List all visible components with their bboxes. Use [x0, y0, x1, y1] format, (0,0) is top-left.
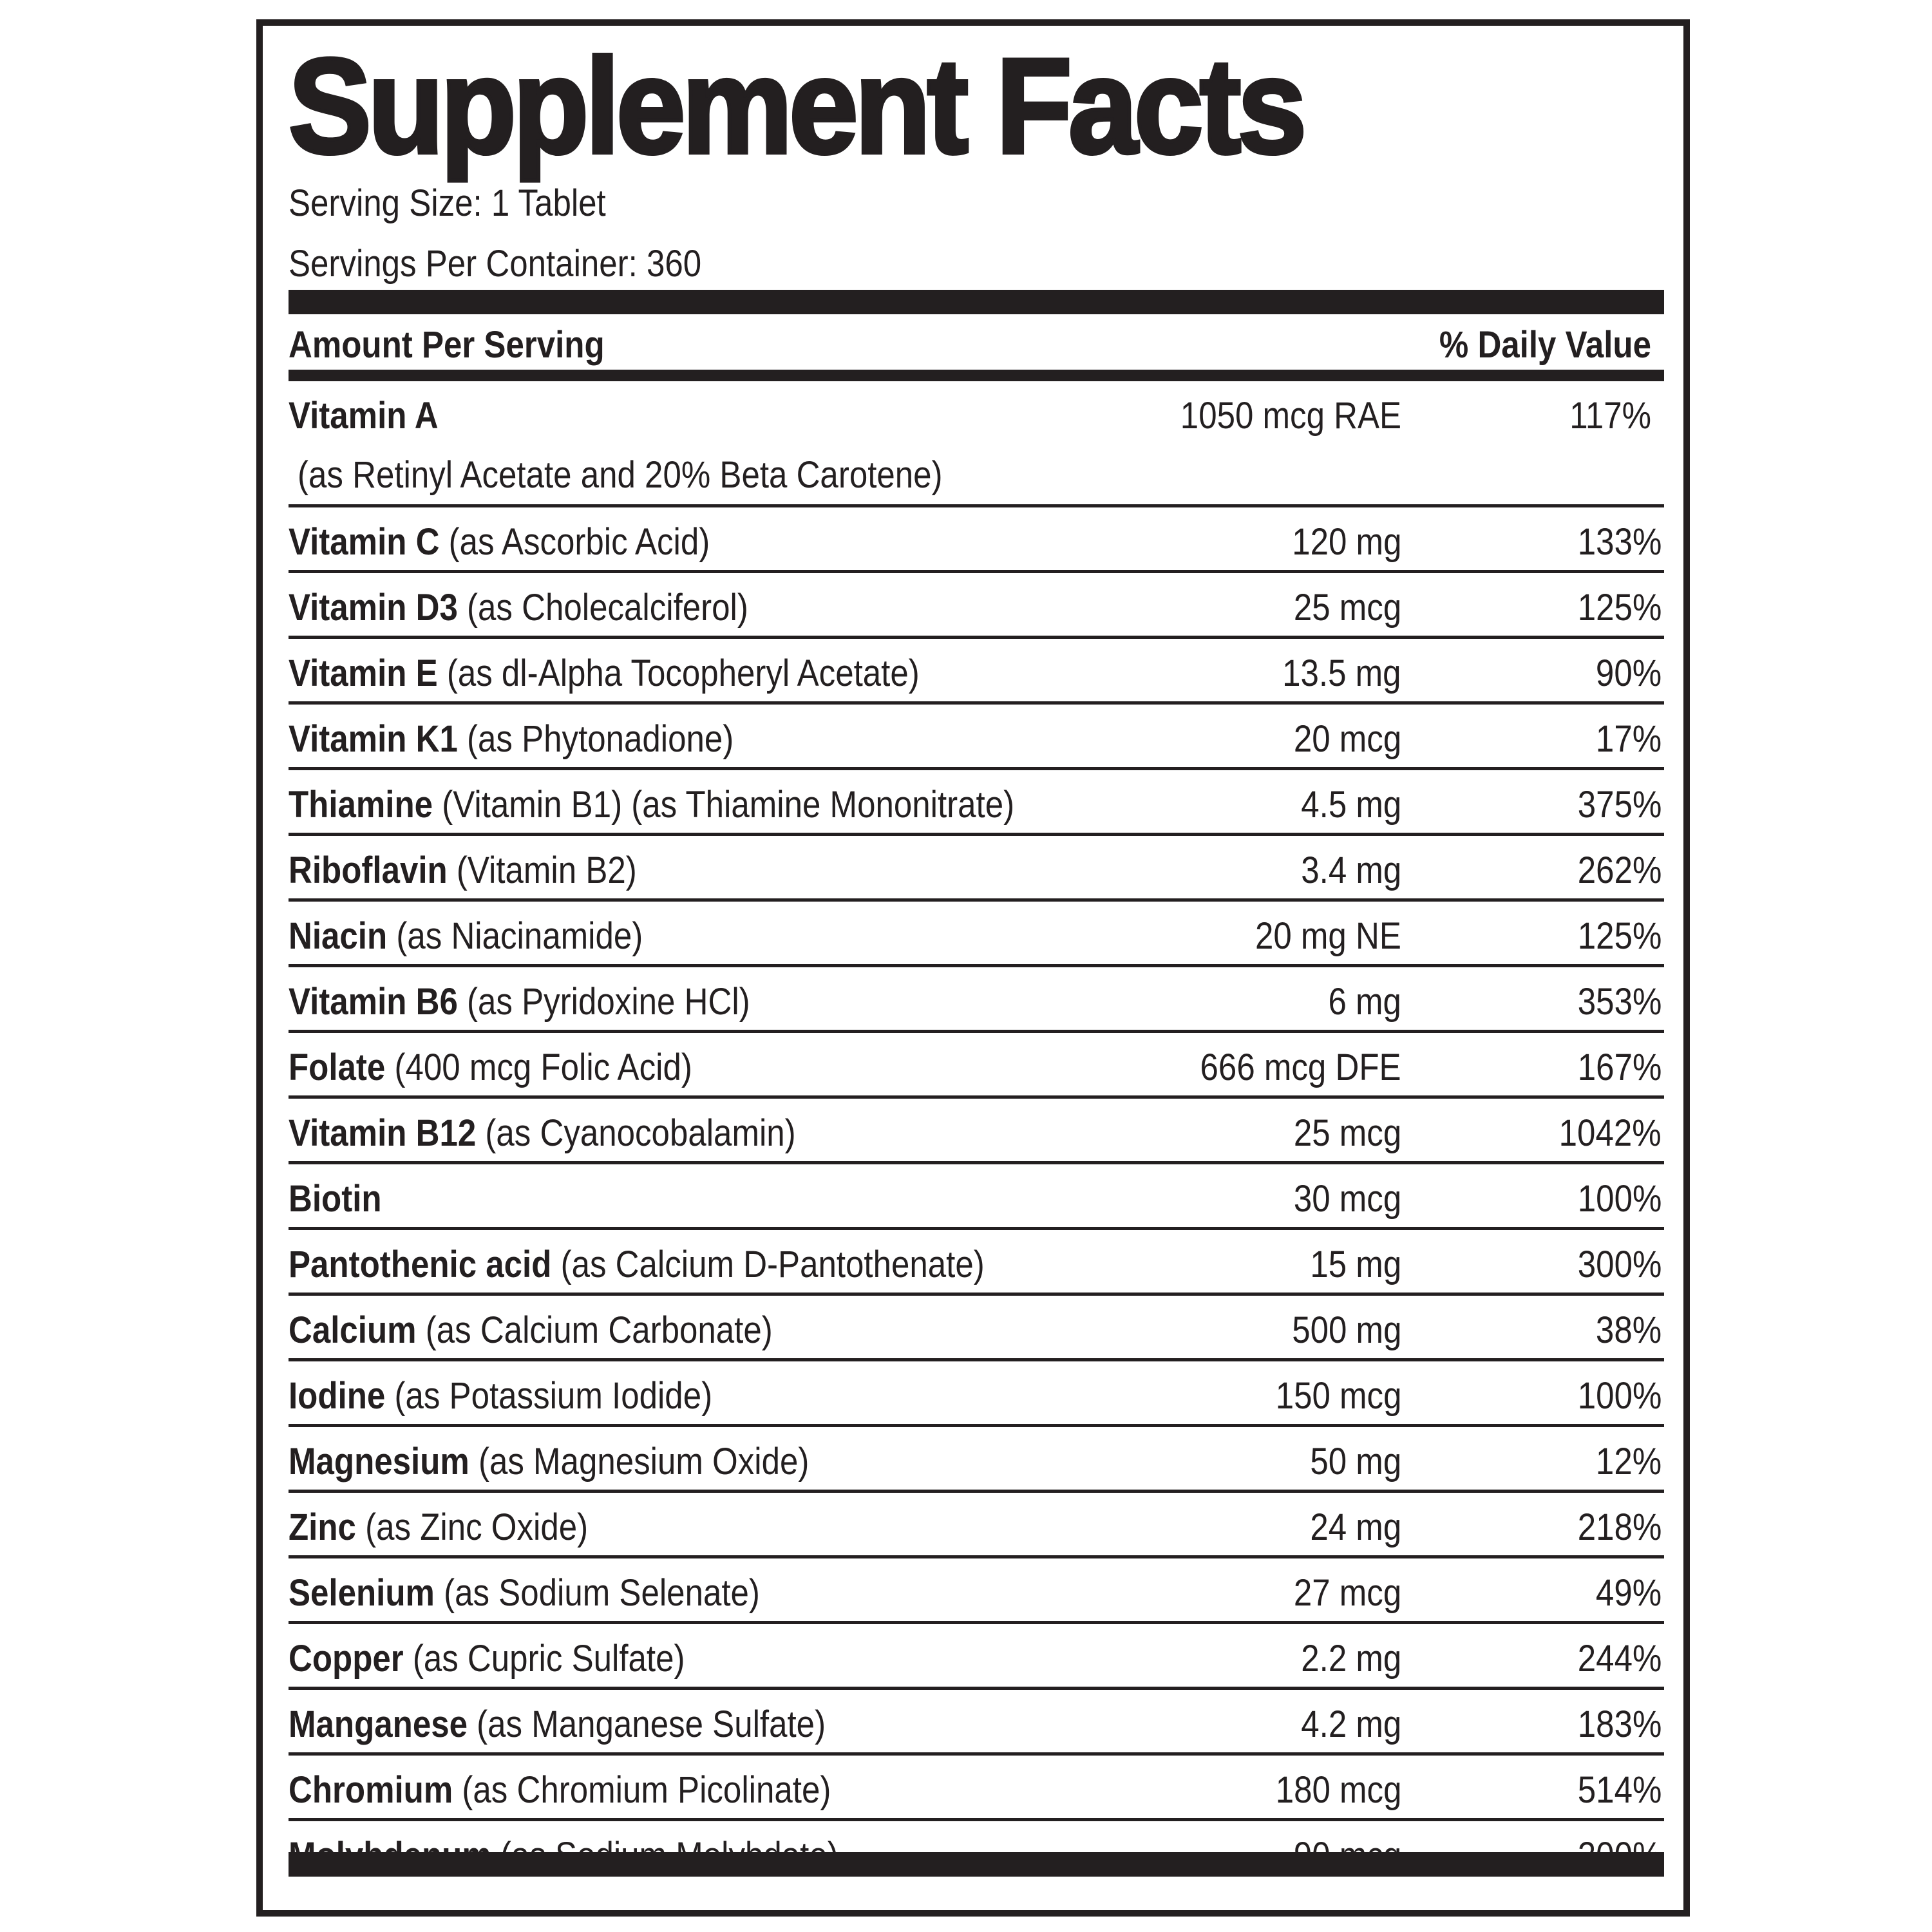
- nutrient-name: Vitamin D3: [289, 587, 458, 629]
- nutrient-amount: 15 mg: [1310, 1244, 1401, 1285]
- nutrient-row: [289, 705, 1664, 770]
- nutrient-row: [289, 1296, 1664, 1361]
- nutrient-name-cell: [289, 1113, 796, 1154]
- nutrient-table: [289, 381, 1664, 1887]
- nutrient-source: (as Phytonadione): [457, 718, 734, 760]
- serving-size: Serving Size: 1 Tablet: [289, 182, 606, 224]
- nutrient-row: [289, 1099, 1664, 1164]
- nutrient-amount: 4.5 mg: [1300, 784, 1401, 826]
- nutrient-daily-value: 100%: [1577, 1178, 1662, 1220]
- nutrient-name-cell: [289, 1573, 760, 1614]
- nutrient-name: Magnesium: [289, 1441, 469, 1482]
- nutrient-daily-value: 133%: [1577, 521, 1662, 563]
- nutrient-row: [289, 639, 1664, 705]
- nutrient-name-cell: [289, 1638, 685, 1680]
- nutrient-row: [289, 1690, 1664, 1756]
- nutrient-source: (as Pyridoxine HCl): [457, 981, 750, 1023]
- nutrient-name: Biotin: [289, 1178, 382, 1220]
- nutrient-amount: 20 mcg: [1293, 718, 1401, 760]
- nutrient-name: Thiamine: [289, 784, 433, 826]
- amount-per-serving-header: Amount Per Serving: [289, 324, 605, 366]
- nutrient-row: [289, 1624, 1664, 1690]
- nutrient-source: (as Niacinamide): [387, 915, 643, 957]
- nutrient-daily-value: 514%: [1577, 1769, 1662, 1811]
- thick-divider-bottom: [289, 1852, 1664, 1877]
- nutrient-daily-value: 90%: [1595, 652, 1662, 694]
- nutrient-name-cell: [289, 981, 750, 1023]
- nutrient-amount: 25 mcg: [1293, 1112, 1401, 1154]
- daily-value-header: % Daily Value: [1439, 324, 1651, 366]
- nutrient-source: (as dl-Alpha Tocopheryl Acetate): [437, 652, 920, 694]
- nutrient-source: (as Cyanocobalamin): [476, 1112, 796, 1154]
- nutrient-source: (as Cupric Sulfate): [403, 1638, 685, 1680]
- nutrient-amount: 500 mg: [1291, 1309, 1401, 1351]
- nutrient-daily-value: 1042%: [1559, 1112, 1662, 1154]
- nutrient-name: Iodine: [289, 1375, 386, 1417]
- nutrient-row: [289, 507, 1664, 573]
- nutrient-row: [289, 836, 1664, 902]
- nutrient-source: (as Sodium Selenate): [434, 1572, 760, 1614]
- nutrient-row: [289, 967, 1664, 1033]
- nutrient-name: Vitamin E: [289, 652, 438, 694]
- nutrient-daily-value: 375%: [1577, 784, 1662, 826]
- nutrient-name-cell: [289, 395, 439, 437]
- nutrient-source: (Vitamin B1) (as Thiamine Mononitrate): [433, 784, 1015, 826]
- nutrient-daily-value: 38%: [1595, 1309, 1662, 1351]
- nutrient-daily-value: 125%: [1577, 915, 1662, 957]
- nutrient-amount: 3.4 mg: [1300, 849, 1401, 891]
- nutrient-amount: 50 mg: [1310, 1441, 1401, 1482]
- panel-title: Supplement Facts: [289, 30, 1303, 182]
- nutrient-amount: 30 mcg: [1293, 1178, 1401, 1220]
- nutrient-row: [289, 1427, 1664, 1493]
- nutrient-source: (as Magnesium Oxide): [469, 1441, 810, 1482]
- nutrient-row: [289, 902, 1664, 967]
- nutrient-amount: 180 mcg: [1275, 1769, 1401, 1811]
- nutrient-name-cell: [289, 916, 643, 957]
- nutrient-name: Vitamin A: [289, 395, 439, 437]
- nutrient-row: [289, 1033, 1664, 1099]
- nutrient-amount: 6 mg: [1328, 981, 1401, 1023]
- nutrient-row: [289, 1164, 1664, 1230]
- nutrient-name: Selenium: [289, 1572, 435, 1614]
- nutrient-daily-value: 12%: [1595, 1441, 1662, 1482]
- nutrient-daily-value: 353%: [1577, 981, 1662, 1023]
- servings-per-container: Servings Per Container: 360: [289, 243, 702, 285]
- nutrient-name: Manganese: [289, 1703, 468, 1745]
- nutrient-daily-value: 17%: [1595, 718, 1662, 760]
- nutrient-name-cell: [289, 522, 710, 563]
- nutrient-name: Copper: [289, 1638, 404, 1680]
- nutrient-row: [289, 1558, 1664, 1624]
- nutrient-daily-value: 49%: [1595, 1572, 1662, 1614]
- nutrient-row: [289, 1756, 1664, 1821]
- nutrient-row: [289, 1361, 1664, 1427]
- nutrient-amount: 13.5 mg: [1282, 652, 1401, 694]
- nutrient-amount: 2.2 mg: [1300, 1638, 1401, 1680]
- nutrient-name: Calcium: [289, 1309, 417, 1351]
- nutrient-name-cell: [289, 1376, 712, 1417]
- nutrient-row: [289, 381, 1664, 507]
- nutrient-amount: 20 mg NE: [1255, 915, 1401, 957]
- nutrient-name: Vitamin B6: [289, 981, 458, 1023]
- header-divider: [289, 370, 1664, 381]
- supplement-facts-panel: [256, 19, 1690, 1917]
- nutrient-name: Pantothenic acid: [289, 1244, 552, 1285]
- nutrient-source: (as Potassium Iodide): [385, 1375, 713, 1417]
- nutrient-name: Folate: [289, 1046, 386, 1088]
- nutrient-source: (as Calcium Carbonate): [416, 1309, 773, 1351]
- nutrient-name: Zinc: [289, 1506, 356, 1548]
- nutrient-daily-value: 244%: [1577, 1638, 1662, 1680]
- nutrient-name-cell: [289, 1310, 773, 1351]
- nutrient-amount: 4.2 mg: [1300, 1703, 1401, 1745]
- nutrient-name-cell: [289, 587, 748, 629]
- nutrient-name: Riboflavin: [289, 849, 448, 891]
- nutrient-name-cell: [289, 1047, 692, 1088]
- nutrient-source: (400 mcg Folic Acid): [385, 1046, 692, 1088]
- nutrient-amount: 150 mcg: [1275, 1375, 1401, 1417]
- nutrient-source: (as Chromium Picolinate): [453, 1769, 831, 1811]
- nutrient-amount: 666 mcg DFE: [1200, 1046, 1401, 1088]
- nutrient-daily-value: 167%: [1577, 1046, 1662, 1088]
- nutrient-daily-value: 117%: [1569, 395, 1651, 437]
- nutrient-daily-value: 125%: [1577, 587, 1662, 629]
- nutrient-name-cell: [289, 1770, 831, 1811]
- nutrient-amount: 24 mg: [1310, 1506, 1401, 1548]
- nutrient-row: [289, 1493, 1664, 1558]
- nutrient-name-cell: [289, 1244, 985, 1285]
- thick-divider-top: [289, 290, 1664, 314]
- nutrient-amount: 1050 mcg RAE: [1180, 395, 1401, 437]
- nutrient-name-cell: [289, 719, 734, 760]
- nutrient-row: [289, 573, 1664, 639]
- nutrient-name: Vitamin K1: [289, 718, 458, 760]
- nutrient-name: Vitamin B12: [289, 1112, 477, 1154]
- nutrient-name-cell: [289, 653, 920, 694]
- nutrient-name-cell: [289, 1441, 809, 1482]
- nutrient-name-cell: [289, 1179, 382, 1220]
- nutrient-name: Niacin: [289, 915, 388, 957]
- nutrient-source: (as Calcium D-Pantothenate): [551, 1244, 985, 1285]
- nutrient-daily-value: 183%: [1577, 1703, 1662, 1745]
- nutrient-row: [289, 1230, 1664, 1296]
- nutrient-source: (as Ascorbic Acid): [439, 521, 710, 563]
- nutrient-name-cell: [289, 850, 637, 891]
- nutrient-amount: 27 mcg: [1293, 1572, 1401, 1614]
- nutrient-daily-value: 300%: [1577, 1244, 1662, 1285]
- nutrient-source: (Vitamin B2): [447, 849, 637, 891]
- nutrient-source: (as Cholecalciferol): [457, 587, 748, 629]
- nutrient-daily-value: 100%: [1577, 1375, 1662, 1417]
- nutrient-name: Vitamin C: [289, 521, 440, 563]
- nutrient-source-detail: (as Retinyl Acetate and 20% Beta Carotene): [298, 454, 943, 496]
- nutrient-name-cell: [289, 1704, 826, 1745]
- nutrient-source: (as Manganese Sulfate): [467, 1703, 826, 1745]
- nutrient-row: [289, 770, 1664, 836]
- nutrient-name-cell: [289, 1507, 588, 1548]
- nutrient-daily-value: 262%: [1577, 849, 1662, 891]
- nutrient-name-cell: [289, 784, 1014, 826]
- nutrient-amount: 25 mcg: [1293, 587, 1401, 629]
- column-header-row: [289, 321, 1664, 367]
- nutrient-name: Chromium: [289, 1769, 453, 1811]
- nutrient-daily-value: 218%: [1577, 1506, 1662, 1548]
- nutrient-amount: 120 mg: [1291, 521, 1401, 563]
- nutrient-source: (as Zinc Oxide): [355, 1506, 589, 1548]
